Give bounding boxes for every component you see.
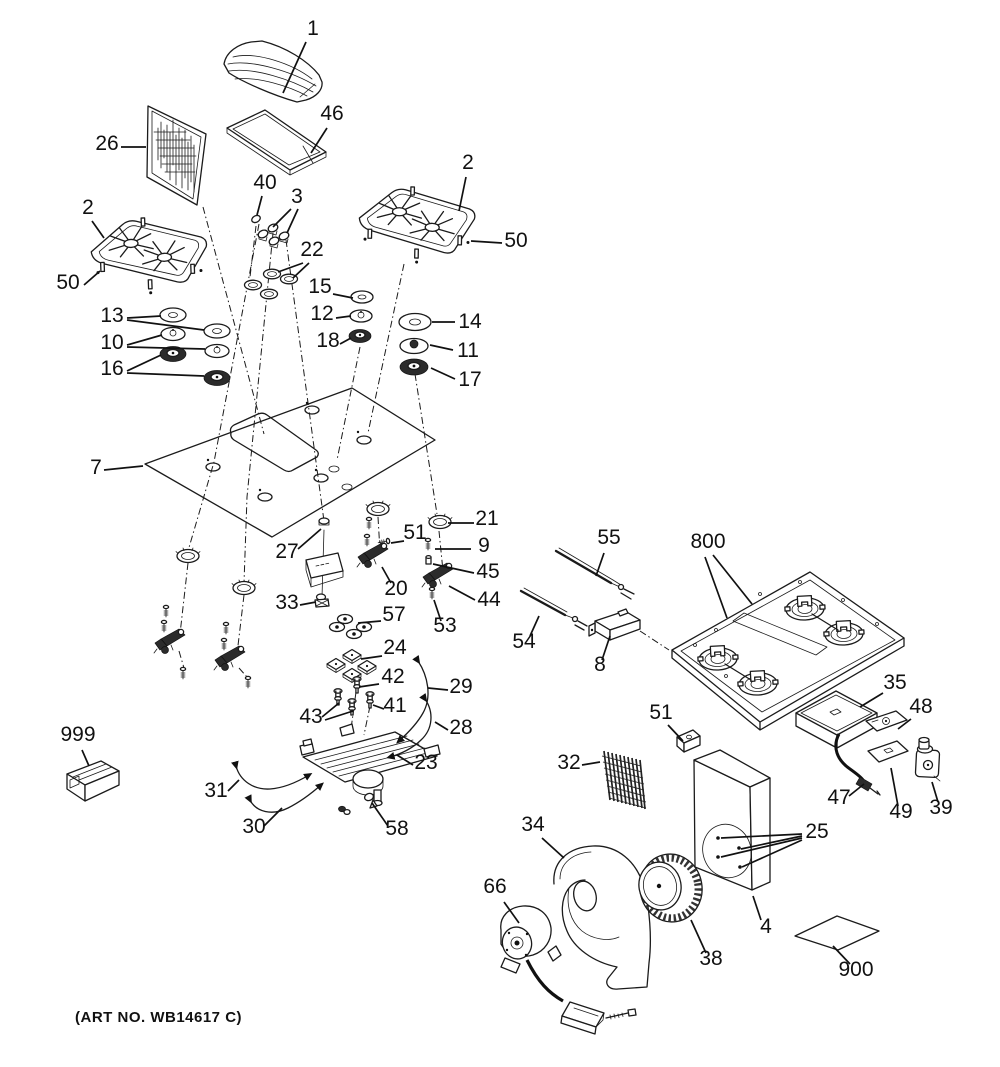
callout-11: 11 [457, 339, 479, 362]
callout-49: 49 [889, 800, 913, 823]
callout-57: 57 [382, 603, 406, 626]
leader-line [430, 345, 453, 350]
leader-line [127, 347, 205, 349]
part-51-bracket-right [677, 730, 700, 752]
callout-42: 42 [381, 665, 405, 688]
part-999-box [67, 761, 119, 801]
leader-line [336, 316, 351, 318]
callout-17: 17 [458, 368, 482, 391]
part-27-bracket [306, 518, 343, 587]
part-1-grille-cover [224, 41, 322, 102]
leader-line [340, 338, 351, 344]
part-31-tube [236, 766, 309, 789]
leader-line [849, 784, 864, 796]
callout-29: 29 [449, 675, 473, 698]
part-52-screw [245, 676, 250, 688]
callout-51: 51 [649, 701, 673, 724]
callout-43: 43 [299, 705, 323, 728]
part-20-valve [357, 543, 388, 568]
leader-line [358, 621, 381, 623]
callout-20: 20 [384, 577, 408, 600]
callout-50: 50 [56, 271, 80, 294]
part-57-washers [330, 615, 372, 639]
leader-line [860, 693, 883, 707]
leader-line [127, 335, 162, 345]
art-number: (ART NO. WB14617 C) [75, 1009, 243, 1026]
callout-33: 33 [275, 591, 299, 614]
part-42-standoff [353, 677, 361, 693]
callout-18: 18 [316, 329, 340, 352]
callout-7: 7 [90, 456, 102, 479]
leader-line [82, 750, 89, 766]
callout-45: 45 [476, 560, 500, 583]
callout-53: 53 [433, 614, 457, 637]
callout-35: 35 [883, 671, 907, 694]
leader-line [84, 271, 100, 285]
callout-23: 23 [414, 751, 438, 774]
callout-24: 24 [383, 636, 407, 659]
callout-10: 10 [100, 331, 124, 354]
part-52-screw [180, 667, 185, 679]
leader-line [257, 196, 262, 215]
callout-999: 999 [60, 723, 96, 746]
part-33-clip [315, 594, 329, 607]
leader-line [668, 725, 683, 741]
part-900-plate [795, 916, 879, 950]
part-39-switch [915, 738, 940, 782]
part-46-drip-tray [227, 110, 326, 175]
callout-2: 2 [462, 151, 474, 174]
leader-line [104, 466, 143, 470]
callout-1: 1 [307, 17, 319, 40]
part-19-valve [154, 629, 185, 654]
callout-50: 50 [504, 229, 528, 252]
leader-line [435, 722, 448, 730]
callout-58: 58 [385, 817, 409, 840]
callout-47: 47 [827, 786, 851, 809]
part-58-clip [339, 792, 378, 814]
standoffs [334, 677, 374, 715]
callout-13: 13 [100, 304, 124, 327]
callout-28: 28 [449, 716, 473, 739]
leader-line [127, 316, 161, 318]
leader-line [127, 355, 161, 371]
burner-stack-left2 [204, 324, 230, 386]
callout-48: 48 [909, 695, 933, 718]
part-7-main-top [145, 388, 435, 537]
callout-25: 25 [805, 820, 829, 843]
callout-40: 40 [253, 171, 277, 194]
callout-55: 55 [597, 526, 621, 549]
burner-cup [176, 548, 200, 563]
callout-4: 4 [760, 915, 772, 938]
leader-line [459, 177, 466, 211]
leader-line [542, 838, 564, 858]
leader-line [273, 209, 291, 227]
leader-line [449, 586, 475, 600]
leader-line [391, 541, 404, 543]
callout-16: 16 [100, 357, 124, 380]
callout-46: 46 [320, 102, 344, 125]
part-4-side-panel [694, 750, 770, 890]
callout-39: 39 [929, 796, 953, 819]
leader-line [92, 221, 104, 238]
leader-line [471, 241, 502, 243]
part-26-screen-panel [147, 106, 206, 205]
callout-44: 44 [477, 588, 501, 611]
callout-22: 22 [300, 238, 324, 261]
part-19-valve [214, 646, 245, 671]
leader-line [300, 602, 316, 605]
callout-34: 34 [521, 813, 545, 836]
part-32-mesh-filter [602, 751, 646, 809]
leader-line [359, 684, 379, 687]
callout-30: 30 [242, 815, 266, 838]
callout-800: 800 [690, 530, 726, 553]
part-8-spark-module [589, 609, 640, 640]
leader-line [705, 557, 727, 618]
part-24-pads [327, 650, 376, 683]
callout-900: 900 [838, 958, 874, 981]
callout-51: 51 [403, 521, 427, 544]
callout-31: 31 [204, 779, 228, 802]
callout-26: 26 [95, 132, 119, 155]
burner-stack-left [160, 308, 186, 362]
leader-line [325, 711, 353, 720]
callout-66: 66 [483, 875, 507, 898]
leader-line [428, 688, 448, 690]
leader-line [431, 368, 455, 379]
leader-line [311, 128, 327, 153]
burner-cup [232, 580, 256, 595]
leader-line [361, 656, 382, 659]
callout-21: 21 [475, 507, 499, 530]
leader-line [582, 762, 600, 765]
part-53-screw [429, 587, 434, 599]
part-2-grate-left [90, 216, 208, 296]
callout-14: 14 [458, 310, 482, 333]
part-34-blower-housing [548, 846, 650, 989]
callout-15: 15 [308, 275, 332, 298]
part-43-standoff [334, 689, 342, 705]
leader-line [127, 373, 204, 376]
part-22-rings [245, 269, 298, 299]
callout-2: 2 [82, 196, 94, 219]
part-21-burner-cup [428, 514, 452, 529]
callout-27: 27 [275, 540, 299, 563]
callout-32: 32 [557, 751, 581, 774]
part-40-grommet [251, 214, 262, 224]
part-54-igniter-wire [521, 588, 587, 630]
callout-8: 8 [594, 653, 606, 676]
callout-41: 41 [383, 694, 407, 717]
callout-12: 12 [310, 302, 334, 325]
burner-stack-right [399, 314, 431, 376]
burner-cup [366, 501, 390, 516]
leader-line [333, 294, 353, 298]
part-800-burner-box [672, 572, 907, 730]
part-55-igniter-wire [556, 548, 634, 599]
leader-line [228, 780, 239, 791]
part-45-orifice [426, 556, 431, 564]
leader-line [322, 703, 339, 717]
callout-9: 9 [478, 534, 490, 557]
part-49-plate [868, 741, 908, 762]
callout-38: 38 [699, 947, 723, 970]
leader-line [298, 529, 321, 549]
callout-3: 3 [291, 185, 303, 208]
leader-line [264, 808, 282, 826]
callout-54: 54 [512, 630, 536, 653]
leader-line [287, 209, 298, 233]
part-2-grate-right [359, 186, 476, 265]
